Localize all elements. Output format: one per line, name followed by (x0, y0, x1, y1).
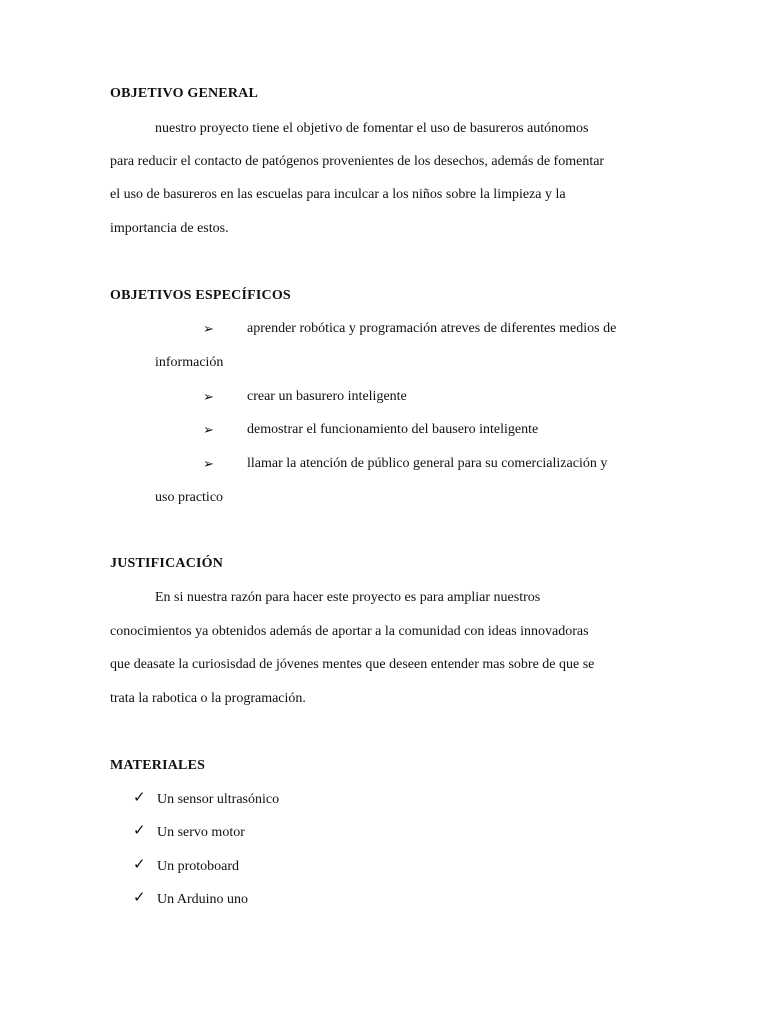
objetivos-especificos-heading: OBJETIVOS ESPECÍFICOS (110, 288, 291, 303)
objetivo-item-line: uso practico (155, 490, 224, 505)
objetivo-general-line: nuestro proyecto tiene el objetivo de fomentar el uso de basureros autónomos (155, 121, 589, 136)
justificacion-line: conocimientos ya obtenidos además de aportar a la comunidad con ideas innovadoras (110, 624, 589, 639)
checkmark-icon: ✓ (133, 790, 146, 806)
objetivo-general-line: el uso de basureros en las escuelas para inculcar a los niños sobre la limpieza y la (110, 187, 566, 202)
objetivo-general-line: importancia de estos. (110, 221, 229, 236)
objetivo-item-line: información (155, 355, 224, 370)
material-item: Un Arduino uno (157, 892, 248, 907)
checkmark-icon: ✓ (133, 890, 146, 906)
arrow-bullet-icon: ➢ (203, 422, 214, 437)
checkmark-icon: ✓ (133, 823, 146, 839)
checkmark-icon: ✓ (133, 857, 146, 873)
objetivo-general-line: para reducir el contacto de patógenos provenientes de los desechos, además de fomentar (110, 154, 605, 169)
objetivo-item-line: demostrar el funcionamiento del bausero inteligente (247, 422, 539, 437)
material-item: Un protoboard (157, 859, 240, 874)
arrow-bullet-icon: ➢ (203, 456, 214, 471)
objetivo-item-line: llamar la atención de público general para su comercialización y (247, 456, 608, 471)
arrow-bullet-icon: ➢ (203, 389, 214, 404)
justificacion-line: trata la rabotica o la programación. (110, 691, 306, 706)
objetivo-item-line: crear un basurero inteligente (247, 389, 407, 404)
material-item: Un servo motor (157, 825, 245, 840)
arrow-bullet-icon: ➢ (203, 321, 214, 336)
justificacion-line: En si nuestra razón para hacer este proyecto es para ampliar nuestros (155, 590, 541, 605)
material-item: Un sensor ultrasónico (157, 792, 280, 807)
justificacion-line: que deasate la curiosisdad de jóvenes mentes que deseen entender mas sobre de que se (110, 657, 595, 672)
objetivo-item-line: aprender robótica y programación atreves de diferentes medios de (247, 321, 617, 336)
objetivo-general-heading: OBJETIVO GENERAL (110, 86, 259, 101)
materiales-heading: MATERIALES (110, 758, 206, 773)
justificacion-heading: JUSTIFICACIÓN (110, 556, 224, 571)
